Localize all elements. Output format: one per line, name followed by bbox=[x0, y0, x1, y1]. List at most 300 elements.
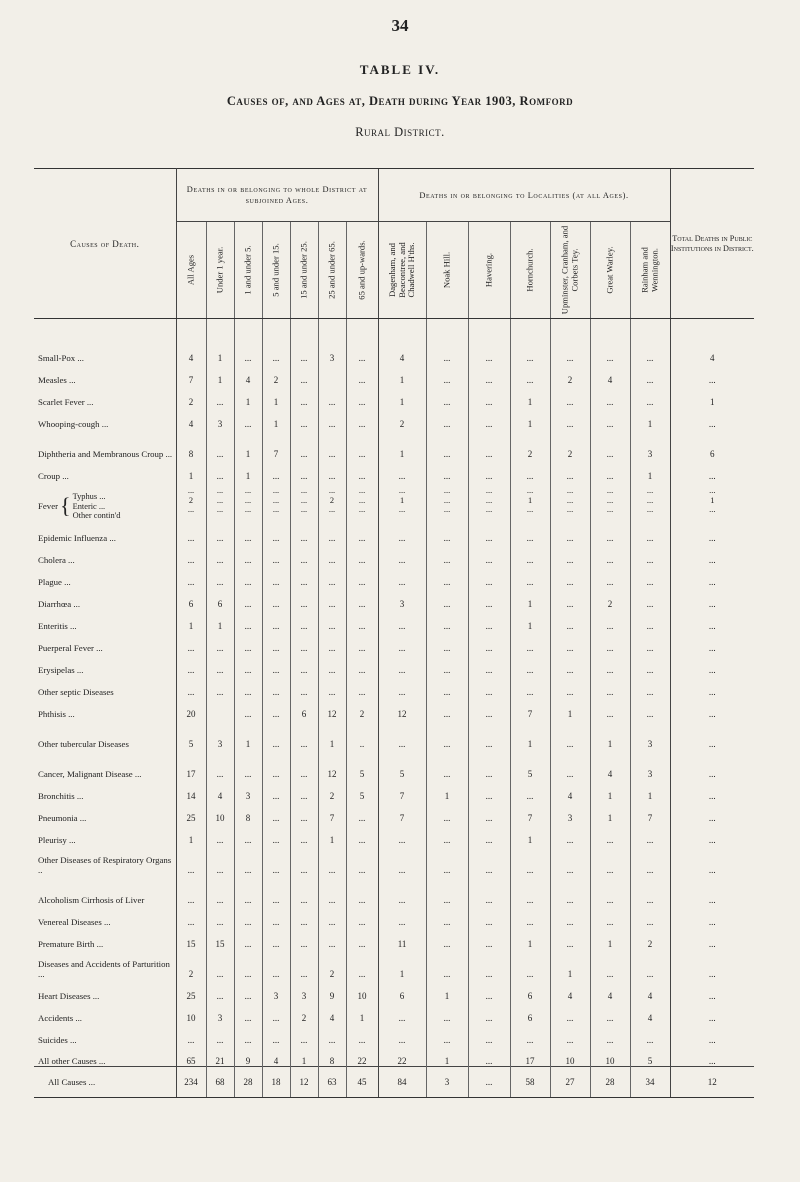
fever-cell bbox=[318, 481, 346, 521]
fever-enteric-value: 2 bbox=[329, 495, 335, 505]
table-cell: 7 bbox=[510, 697, 550, 719]
table-row bbox=[34, 429, 754, 459]
table-cell: ... bbox=[290, 521, 318, 543]
table-cell: ... bbox=[426, 845, 468, 875]
table-cell: 2 bbox=[176, 949, 206, 979]
table-cell: ... bbox=[262, 749, 290, 779]
table-cell: ... bbox=[206, 653, 234, 675]
table-cell: 3 bbox=[206, 1001, 234, 1023]
table-row bbox=[34, 407, 754, 429]
cause-label: All other Causes ... bbox=[34, 1045, 176, 1067]
table-cell: ... bbox=[262, 653, 290, 675]
spacer-cell bbox=[590, 319, 630, 341]
locality-col-header-7 bbox=[630, 222, 670, 319]
table-cell: ... bbox=[468, 823, 510, 845]
table-cell: ... bbox=[670, 631, 754, 653]
table-cell: ... bbox=[550, 749, 590, 779]
table-cell: 15 bbox=[206, 927, 234, 949]
table-cell: ... bbox=[290, 543, 318, 565]
table-cell: ... bbox=[468, 429, 510, 459]
table-cell: ... bbox=[290, 823, 318, 845]
locality-col-header-4-text: Hornchurch. bbox=[524, 248, 535, 292]
table-cell: ... bbox=[670, 927, 754, 949]
table-cell: 1 bbox=[550, 697, 590, 719]
table-cell: 2 bbox=[318, 779, 346, 801]
table-row bbox=[34, 927, 754, 949]
table-cell: ... bbox=[378, 609, 426, 631]
table-cell: ... bbox=[630, 587, 670, 609]
table-cell: ... bbox=[468, 459, 510, 481]
table-cell: 1 bbox=[206, 609, 234, 631]
table-cell: ... bbox=[630, 697, 670, 719]
cause-label: Heart Diseases ... bbox=[34, 979, 176, 1001]
table-cell: 5 bbox=[510, 749, 550, 779]
table-subtitle: Causes of, and Ages at, Death during Year 1903, Romford bbox=[226, 94, 574, 108]
table-cell: ... bbox=[510, 875, 550, 905]
table-cell: 4 bbox=[630, 1001, 670, 1023]
table-cell: ... bbox=[510, 675, 550, 697]
fever-enteric-value: 2 bbox=[188, 495, 194, 505]
table-cell: 4 bbox=[176, 407, 206, 429]
fever-typhus-value: ... bbox=[328, 486, 336, 496]
table-row bbox=[34, 631, 754, 653]
table-cell: 1 bbox=[176, 823, 206, 845]
table-cell: ... bbox=[426, 1001, 468, 1023]
table-cell: ... bbox=[318, 521, 346, 543]
table-cell: ... bbox=[468, 949, 510, 979]
table-cell: ... bbox=[630, 675, 670, 697]
table-cell: ... bbox=[262, 543, 290, 565]
table-cell: ... bbox=[346, 631, 378, 653]
table-cell: ... bbox=[468, 1001, 510, 1023]
table-cell: ... bbox=[550, 543, 590, 565]
spacer-cell bbox=[318, 319, 346, 341]
table-cell: ... bbox=[378, 1023, 426, 1045]
table-cell: ... bbox=[262, 565, 290, 587]
table-row bbox=[34, 719, 754, 749]
table-cell: 4 bbox=[670, 341, 754, 363]
table-cell: ... bbox=[318, 429, 346, 459]
table-cell: 5 bbox=[378, 749, 426, 779]
table-cell: 4 bbox=[590, 979, 630, 1001]
spacer-cell bbox=[262, 319, 290, 341]
spacer-row bbox=[34, 319, 754, 341]
table-cell: ... bbox=[590, 609, 630, 631]
table-cell: 3 bbox=[630, 429, 670, 459]
table-cell: ... bbox=[468, 1023, 510, 1045]
table-cell: ... bbox=[290, 609, 318, 631]
table-cell: 2 bbox=[262, 363, 290, 385]
table-cell: 1 bbox=[206, 363, 234, 385]
mortality-table bbox=[34, 168, 754, 1098]
table-cell: ... bbox=[206, 905, 234, 927]
table-cell: ... bbox=[550, 927, 590, 949]
table-cell: 4 bbox=[318, 1001, 346, 1023]
table-cell: ... bbox=[670, 823, 754, 845]
cause-label: Other tubercular Diseases bbox=[34, 719, 176, 749]
table-cell: ... bbox=[346, 543, 378, 565]
table-cell: 5 bbox=[346, 749, 378, 779]
cause-label-fever bbox=[34, 481, 176, 521]
table-cell: ... bbox=[290, 675, 318, 697]
table-cell: 1 bbox=[234, 459, 262, 481]
table-cell: ... bbox=[318, 587, 346, 609]
table-cell: 7 bbox=[378, 779, 426, 801]
totals-cell: 84 bbox=[378, 1067, 426, 1098]
table-cell: ... bbox=[262, 905, 290, 927]
table-cell: ... bbox=[234, 823, 262, 845]
table-cell: ... bbox=[468, 779, 510, 801]
table-cell: ... bbox=[426, 521, 468, 543]
table-cell: 3 bbox=[318, 341, 346, 363]
fever-cell bbox=[176, 481, 206, 521]
table-cell: ... bbox=[290, 801, 318, 823]
fever-enteric-value: ... bbox=[646, 495, 654, 505]
fever-typhus-value: ... bbox=[216, 486, 224, 496]
table-cell: ... bbox=[670, 363, 754, 385]
age-col-header-7 bbox=[346, 222, 378, 319]
cause-label: Croup ... bbox=[34, 459, 176, 481]
table-cell: ... bbox=[630, 905, 670, 927]
table-cell: ... bbox=[176, 675, 206, 697]
table-cell: ... bbox=[550, 521, 590, 543]
table-cell: ... bbox=[346, 905, 378, 927]
table-cell: 25 bbox=[176, 979, 206, 1001]
table-cell: ... bbox=[426, 719, 468, 749]
table-subtitle-district: Rural District. bbox=[355, 125, 445, 139]
table-cell: 11 bbox=[378, 927, 426, 949]
table-cell: ... bbox=[630, 363, 670, 385]
table-cell: ... bbox=[346, 407, 378, 429]
cause-label: Diseases and Accidents of Parturition ... bbox=[34, 949, 176, 979]
table-cell: ... bbox=[318, 407, 346, 429]
fever-other-value: ... bbox=[443, 505, 451, 515]
table-cell: ... bbox=[290, 875, 318, 905]
table-cell: ... bbox=[346, 363, 378, 385]
table-cell: 2 bbox=[590, 587, 630, 609]
table-cell: ... bbox=[426, 927, 468, 949]
locality-col-header-5 bbox=[550, 222, 590, 319]
table-cell: 10 bbox=[346, 979, 378, 1001]
table-cell: ... bbox=[318, 385, 346, 407]
table-cell: 12 bbox=[318, 697, 346, 719]
fever-typhus-value: ... bbox=[244, 486, 252, 496]
age-col-header-2-text: Under 1 year. bbox=[214, 246, 225, 294]
fever-enteric-value: ... bbox=[485, 495, 493, 505]
locality-col-header-3-text: Havering. bbox=[483, 252, 494, 288]
table-cell: ... bbox=[468, 875, 510, 905]
age-col-header-1-text: All Ages bbox=[185, 254, 196, 286]
table-row bbox=[34, 845, 754, 875]
table-cell: ... bbox=[234, 845, 262, 875]
table-cell: 9 bbox=[234, 1045, 262, 1067]
table-cell: ... bbox=[550, 675, 590, 697]
fever-enteric-value: ... bbox=[216, 495, 224, 505]
table-cell: 17 bbox=[510, 1045, 550, 1067]
table-cell: ... bbox=[346, 653, 378, 675]
spacer-cell bbox=[234, 319, 262, 341]
table-cell: 1 bbox=[378, 363, 426, 385]
cause-label: Venereal Diseases ... bbox=[34, 905, 176, 927]
table-cell: ... bbox=[262, 587, 290, 609]
table-cell: ... bbox=[378, 719, 426, 749]
table-cell: 1 bbox=[670, 385, 754, 407]
table-cell: ... bbox=[468, 653, 510, 675]
table-cell: ... bbox=[378, 845, 426, 875]
cause-label: Puerperal Fever ... bbox=[34, 631, 176, 653]
table-cell: 7 bbox=[262, 429, 290, 459]
table-cell: ... bbox=[670, 801, 754, 823]
table-cell: ... bbox=[670, 979, 754, 1001]
table-cell: ... bbox=[378, 905, 426, 927]
table-cell: ... bbox=[426, 429, 468, 459]
fever-cell bbox=[510, 481, 550, 521]
table-cell: ... bbox=[590, 341, 630, 363]
fever-sub-label: Other contin'd bbox=[72, 511, 121, 520]
locality-col-header-2 bbox=[426, 222, 468, 319]
table-cell: ... bbox=[206, 949, 234, 979]
table-cell: ... bbox=[590, 905, 630, 927]
table-cell: ... bbox=[550, 905, 590, 927]
table-cell: ... bbox=[630, 565, 670, 587]
fever-sub-label: Typhus ... bbox=[72, 492, 106, 501]
cause-label: Pleurisy ... bbox=[34, 823, 176, 845]
spacer-cell bbox=[176, 319, 206, 341]
fever-typhus-value: ... bbox=[606, 486, 614, 496]
fever-typhus-value: ... bbox=[300, 486, 308, 496]
totals-cell: 28 bbox=[234, 1067, 262, 1098]
cause-label: Small-Pox ... bbox=[34, 341, 176, 363]
table-cell: ... bbox=[630, 543, 670, 565]
cause-label: Other septic Diseases bbox=[34, 675, 176, 697]
table-cell: ... bbox=[262, 459, 290, 481]
table-cell: ... bbox=[550, 1001, 590, 1023]
table-cell: ... bbox=[630, 385, 670, 407]
table-cell: .. bbox=[346, 719, 378, 749]
table-cell: ... bbox=[176, 1023, 206, 1045]
table-cell: ... bbox=[378, 565, 426, 587]
table-cell: 9 bbox=[318, 979, 346, 1001]
table-cell: ... bbox=[206, 875, 234, 905]
table-cell: ... bbox=[206, 631, 234, 653]
age-col-header-3-text: 1 and under 5. bbox=[242, 245, 253, 295]
table-row bbox=[34, 1045, 754, 1067]
table-cell: 7 bbox=[318, 801, 346, 823]
table-cell: ... bbox=[670, 565, 754, 587]
fever-other-value: ... bbox=[244, 505, 252, 515]
fever-other-value: ... bbox=[358, 505, 366, 515]
totals-row bbox=[34, 1067, 754, 1098]
fever-cell bbox=[468, 481, 510, 521]
table-row bbox=[34, 565, 754, 587]
table-cell: ... bbox=[468, 587, 510, 609]
spacer-cell bbox=[510, 319, 550, 341]
table-cell: ... bbox=[262, 875, 290, 905]
table-cell: ... bbox=[234, 407, 262, 429]
fever-cell bbox=[262, 481, 290, 521]
table-cell: ... bbox=[346, 823, 378, 845]
table-cell: 4 bbox=[590, 749, 630, 779]
table-cell: ... bbox=[206, 521, 234, 543]
fever-other-value: ... bbox=[272, 505, 280, 515]
table-cell: ... bbox=[346, 927, 378, 949]
table-cell: ... bbox=[630, 521, 670, 543]
table-cell: 2 bbox=[550, 363, 590, 385]
table-cell: ... bbox=[590, 521, 630, 543]
table-row bbox=[34, 341, 754, 363]
table-cell: ... bbox=[346, 801, 378, 823]
table-cell: 15 bbox=[176, 927, 206, 949]
table-row bbox=[34, 979, 754, 1001]
table-cell: ... bbox=[176, 845, 206, 875]
fever-enteric-value: 1 bbox=[399, 495, 405, 505]
table-cell: ... bbox=[176, 875, 206, 905]
table-cell: ... bbox=[206, 845, 234, 875]
table-cell: ... bbox=[262, 801, 290, 823]
table-cell: ... bbox=[206, 675, 234, 697]
table-cell: ... bbox=[234, 565, 262, 587]
table-cell: 1 bbox=[426, 979, 468, 1001]
table-row bbox=[34, 459, 754, 481]
table-cell: ... bbox=[468, 845, 510, 875]
table-cell: 1 bbox=[630, 779, 670, 801]
table-row bbox=[34, 675, 754, 697]
age-col-header-2 bbox=[206, 222, 234, 319]
table-cell: ... bbox=[318, 927, 346, 949]
table-cell: ... bbox=[510, 341, 550, 363]
table-cell: ... bbox=[468, 363, 510, 385]
table-cell: ... bbox=[426, 801, 468, 823]
table-cell: ... bbox=[234, 697, 262, 719]
table-cell: ... bbox=[426, 749, 468, 779]
table-cell: ... bbox=[468, 719, 510, 749]
table-cell: 1 bbox=[378, 949, 426, 979]
table-cell: ... bbox=[468, 697, 510, 719]
fever-typhus-value: ... bbox=[358, 486, 366, 496]
totals-cell: 12 bbox=[290, 1067, 318, 1098]
table-cell: 1 bbox=[262, 385, 290, 407]
table-cell: 1 bbox=[206, 341, 234, 363]
fever-cell bbox=[550, 481, 590, 521]
table-cell: ... bbox=[670, 845, 754, 875]
table-cell: ... bbox=[234, 905, 262, 927]
table-cell: ... bbox=[234, 609, 262, 631]
table-cell: ... bbox=[206, 459, 234, 481]
cause-label: Plague ... bbox=[34, 565, 176, 587]
cause-label: Alcoholism Cirrhosis of Liver bbox=[34, 875, 176, 905]
table-cell: ... bbox=[378, 823, 426, 845]
fever-sub-label: Enteric ... bbox=[72, 501, 106, 511]
cause-label: Epidemic Influenza ... bbox=[34, 521, 176, 543]
spacer-cell bbox=[290, 319, 318, 341]
table-row bbox=[34, 823, 754, 845]
table-cell: ... bbox=[590, 407, 630, 429]
fever-typhus-value: ... bbox=[526, 486, 534, 496]
table-cell: ... bbox=[206, 979, 234, 1001]
table-row bbox=[34, 609, 754, 631]
table-cell: ... bbox=[378, 543, 426, 565]
table-cell: 6 bbox=[510, 979, 550, 1001]
table-row bbox=[34, 875, 754, 905]
table-cell: ... bbox=[318, 1023, 346, 1045]
table-cell: ... bbox=[468, 749, 510, 779]
table-cell: ... bbox=[346, 675, 378, 697]
fever-enteric-value: ... bbox=[272, 495, 280, 505]
fever-typhus-value: ... bbox=[398, 486, 406, 496]
table-cell: ... bbox=[346, 845, 378, 875]
table-cell: ... bbox=[426, 875, 468, 905]
table-cell: ... bbox=[346, 459, 378, 481]
totals-cell: 12 bbox=[670, 1067, 754, 1098]
table-cell: ... bbox=[262, 609, 290, 631]
cause-label: Cholera ... bbox=[34, 543, 176, 565]
table-cell: 6 bbox=[510, 1001, 550, 1023]
fever-other-value: ... bbox=[328, 505, 336, 515]
age-col-header-4-text: 5 and under 15. bbox=[270, 243, 281, 297]
table-row bbox=[34, 779, 754, 801]
table-cell: 1 bbox=[426, 1045, 468, 1067]
table-cell: ... bbox=[262, 675, 290, 697]
totals-cell: 68 bbox=[206, 1067, 234, 1098]
fever-other-value: ... bbox=[398, 505, 406, 515]
table-cell: ... bbox=[346, 875, 378, 905]
table-cell: ... bbox=[262, 823, 290, 845]
table-cell: ... bbox=[262, 1001, 290, 1023]
table-cell: ... bbox=[510, 565, 550, 587]
fever-typhus-value: ... bbox=[566, 486, 574, 496]
table-cell: 17 bbox=[176, 749, 206, 779]
table-cell: ... bbox=[318, 845, 346, 875]
table-cell: ... bbox=[426, 1023, 468, 1045]
table-cell: 4 bbox=[234, 363, 262, 385]
spacer-cell bbox=[630, 319, 670, 341]
fever-enteric-value: ... bbox=[244, 495, 252, 505]
table-cell: ... bbox=[346, 565, 378, 587]
table-row bbox=[34, 801, 754, 823]
table-cell: 5 bbox=[630, 1045, 670, 1067]
totals-label: All Causes ... bbox=[34, 1067, 176, 1098]
table-cell: ... bbox=[318, 459, 346, 481]
table-cell: ... bbox=[590, 385, 630, 407]
table-cell: 5 bbox=[176, 719, 206, 749]
table-cell: ... bbox=[590, 565, 630, 587]
fever-typhus-value: ... bbox=[646, 486, 654, 496]
table-cell: ... bbox=[630, 845, 670, 875]
table-row bbox=[34, 587, 754, 609]
table-cell: ... bbox=[318, 543, 346, 565]
table-cell: ... bbox=[550, 845, 590, 875]
fever-enteric-value: ... bbox=[358, 495, 366, 505]
table-cell: ... bbox=[234, 675, 262, 697]
table-cell: 4 bbox=[550, 979, 590, 1001]
table-cell: 1 bbox=[378, 385, 426, 407]
table-cell: ... bbox=[234, 949, 262, 979]
table-cell: ... bbox=[290, 749, 318, 779]
table-cell: ... bbox=[206, 385, 234, 407]
table-cell: ... bbox=[468, 341, 510, 363]
table-cell: ... bbox=[234, 979, 262, 1001]
table-cell: ... bbox=[262, 949, 290, 979]
table-cell: 2 bbox=[346, 697, 378, 719]
cause-label: Bronchitis ... bbox=[34, 779, 176, 801]
table-cell: ... bbox=[262, 719, 290, 749]
table-cell: ... bbox=[346, 587, 378, 609]
fever-other-value: ... bbox=[300, 505, 308, 515]
table-cell: ... bbox=[176, 905, 206, 927]
table-cell: 2 bbox=[176, 385, 206, 407]
table-cell: 3 bbox=[262, 979, 290, 1001]
table-cell: ... bbox=[426, 341, 468, 363]
